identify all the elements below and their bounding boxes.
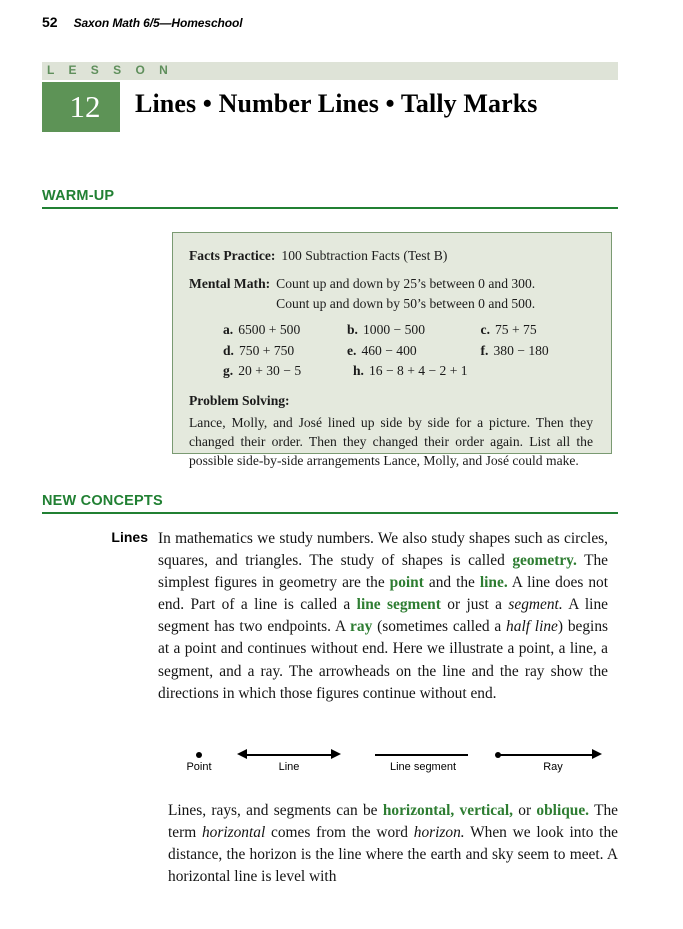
problem-expression: 20 + 30 − 5 bbox=[238, 363, 302, 379]
point-icon bbox=[168, 740, 230, 760]
paragraph-lines-intro bbox=[158, 528, 608, 705]
problem-expression: 16 − 8 + 4 − 2 + 1 bbox=[368, 363, 468, 379]
figure-item-point bbox=[168, 740, 230, 773]
italic-half-line: half line bbox=[506, 618, 558, 636]
concept-block-lines bbox=[42, 528, 618, 705]
problem-item-b bbox=[347, 320, 481, 341]
highlight-line-segment: line segment bbox=[356, 596, 441, 614]
highlight-line: line. bbox=[479, 574, 508, 592]
highlight-horizontal-vertical: horizontal, vertical, bbox=[382, 802, 513, 819]
problem-letter: c. bbox=[480, 321, 490, 337]
problem-expression: 1000 − 500 bbox=[362, 321, 426, 337]
italic-horizon: horizon. bbox=[413, 824, 465, 842]
highlight-point: point bbox=[389, 574, 424, 592]
lesson-number-block bbox=[42, 82, 120, 132]
figure-caption: Line segment bbox=[389, 761, 457, 773]
section-rule bbox=[42, 512, 618, 514]
figure-item-line bbox=[230, 740, 348, 773]
facts-practice-row bbox=[189, 246, 595, 265]
concept-body-continued bbox=[168, 800, 618, 888]
facts-practice-label: Facts Practice: bbox=[189, 248, 276, 263]
page-title: Lines • Number Lines • Tally Marks bbox=[135, 89, 538, 118]
text-run: or bbox=[512, 802, 537, 819]
highlight-geometry: geometry. bbox=[512, 552, 577, 570]
page-number: 52 bbox=[42, 14, 58, 30]
figure-caption: Ray bbox=[543, 761, 563, 773]
problem-item-c bbox=[481, 320, 595, 341]
problem-expression: 75 + 75 bbox=[494, 321, 537, 337]
problem-expression: 380 − 180 bbox=[493, 342, 549, 358]
running-head bbox=[42, 14, 242, 30]
text-run: ) begins at a point and continues without end. Here we illustrate a point, a line, a segment, and a ray. The arrowheads on the line and the ray show the directions in which those figures continue without end. bbox=[158, 618, 609, 702]
figure-line-types bbox=[168, 740, 618, 785]
problem-letter: d. bbox=[223, 342, 234, 358]
problem-letter: g. bbox=[223, 363, 234, 379]
concept-label: Lines bbox=[111, 529, 148, 545]
section-heading-new-concepts-label: NEW CONCEPTS bbox=[42, 493, 163, 509]
text-run: In mathematics we study numbers. We also study shapes such as circles, squares, and triangles. The study of shapes is called bbox=[158, 530, 608, 570]
warmup-box bbox=[172, 232, 612, 468]
figure-caption: Line bbox=[278, 761, 300, 773]
section-heading-warmup-label: WARM-UP bbox=[42, 188, 115, 204]
problem-expression: 460 − 400 bbox=[361, 342, 417, 358]
problem-expression: 750 + 750 bbox=[238, 342, 295, 358]
problem-item-d bbox=[223, 341, 347, 362]
text-run: When we look into the distance, the horizon is the line where the earth and sky seem to meet. A horizontal line is level with bbox=[168, 824, 618, 886]
italic-horizontal: horizontal bbox=[201, 824, 266, 842]
text-run: A line does not end. Part of a line is called a bbox=[158, 574, 608, 614]
italic-segment: segment. bbox=[508, 596, 563, 614]
text-run: comes from the word bbox=[265, 824, 414, 842]
problem-item-g bbox=[223, 361, 353, 382]
problem-letter: b. bbox=[347, 321, 358, 337]
text-run: The simplest figures in geometry are the bbox=[158, 552, 608, 592]
ray-icon bbox=[488, 740, 618, 760]
problem-item-a bbox=[223, 320, 347, 341]
text-run: or just a bbox=[440, 596, 509, 614]
mental-math-row bbox=[189, 274, 595, 313]
problem-row bbox=[223, 320, 595, 341]
figure-item-ray bbox=[488, 740, 618, 773]
problem-letter: a. bbox=[223, 321, 234, 337]
text-run: and the bbox=[423, 574, 480, 592]
concept-body bbox=[158, 528, 608, 705]
line-segment-icon bbox=[358, 740, 488, 760]
problem-letter: e. bbox=[347, 342, 357, 358]
mental-math-problems bbox=[223, 320, 595, 382]
facts-practice-value: 100 Subtraction Facts (Test B) bbox=[281, 248, 448, 263]
text-run: Lines, rays, and segments can be bbox=[168, 802, 383, 819]
mental-math-line-1: Count up and down by 25’s between 0 and 300. bbox=[276, 276, 536, 292]
line-icon bbox=[230, 740, 348, 760]
problem-row bbox=[223, 341, 595, 362]
lesson-number: 12 bbox=[69, 89, 101, 124]
mental-math-line-2: Count up and down by 50’s between 0 and 500. bbox=[276, 295, 536, 311]
text-run: The term bbox=[168, 802, 618, 842]
mental-math-label: Mental Math: bbox=[189, 276, 271, 292]
section-heading-warmup bbox=[42, 188, 618, 209]
problem-letter: h. bbox=[353, 363, 364, 379]
problem-expression: 6500 + 500 bbox=[238, 321, 301, 337]
highlight-oblique: oblique. bbox=[536, 802, 590, 819]
problem-letter: f. bbox=[480, 342, 489, 358]
text-run: (sometimes called a bbox=[372, 618, 507, 636]
figure-item-line-segment bbox=[358, 740, 488, 773]
figure-caption: Point bbox=[186, 761, 212, 773]
problem-item-e bbox=[347, 341, 481, 362]
section-rule bbox=[42, 207, 618, 209]
problem-solving-text: Lance, Molly, and José lined up side by side for a picture. Then they changed their order. Then they changed their order again. List all the possible side-by-side arrangements Lance, Molly, and José could make. bbox=[189, 414, 593, 468]
problem-row bbox=[223, 361, 595, 382]
problem-item-h bbox=[353, 361, 493, 382]
lesson-word-label: L E S S O N bbox=[47, 63, 174, 77]
text-run: A line segment has two endpoints. A bbox=[158, 596, 608, 636]
book-title: Saxon Math 6/5—Homeschool bbox=[73, 16, 243, 30]
problem-item-f bbox=[481, 341, 595, 362]
problem-solving-label: Problem Solving: bbox=[189, 392, 290, 408]
highlight-ray: ray bbox=[350, 618, 373, 636]
section-heading-new-concepts bbox=[42, 493, 618, 514]
paragraph-orientation bbox=[168, 800, 618, 888]
